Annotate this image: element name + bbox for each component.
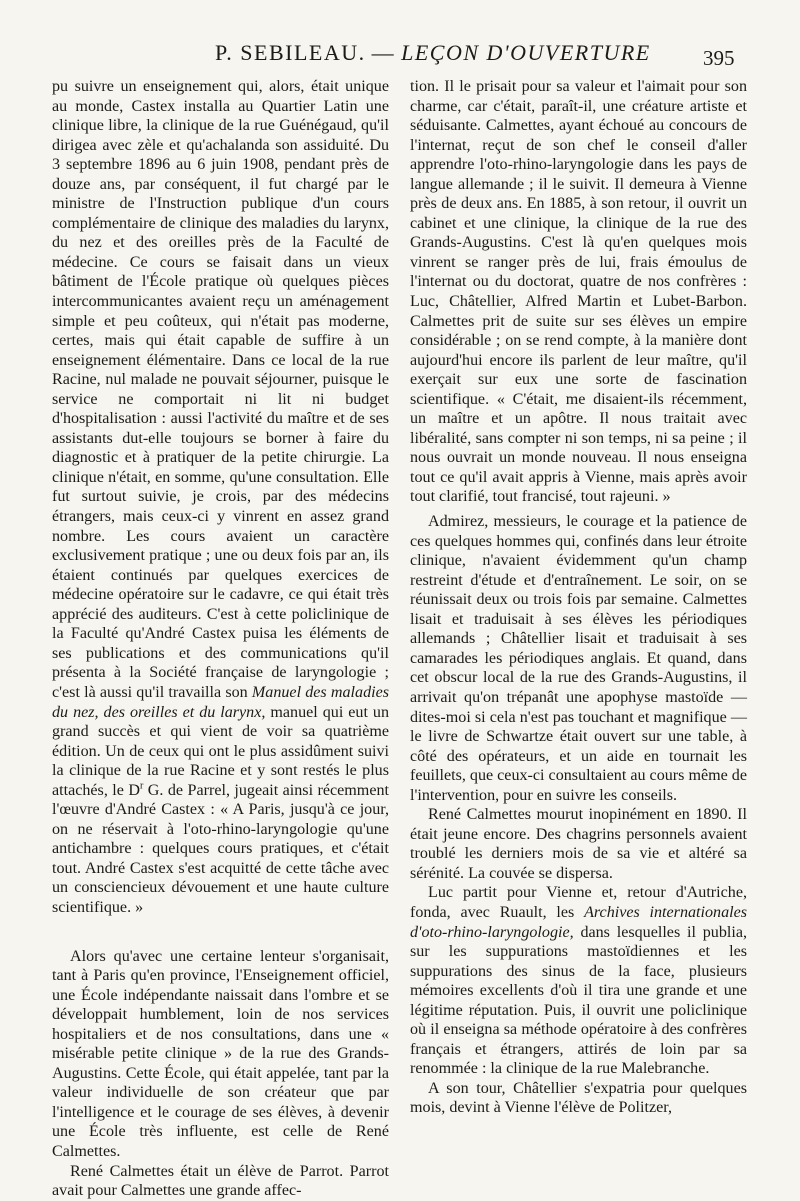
paragraph-text: manuel qui eut un grand succès et qui vient de voir sa quatrième édition. Un de ceux qui ont le plus assidûment suivi la clinique de la rue Racine et y sont restés le plus attachés, le D — [52, 703, 390, 799]
paragraph-text: dans lesquelles il publia, sur les suppurations mastoïdiennes et les suppurations des sinus de la face, plusieurs mémoires excellents d'où il tira une grande et une légitime réputation. Puis, il ouvrit une policlinique où il enseigna sa méthode opératoire à des confrères français et étrangers, attirés de loin par sa renommée : la clinique de la rue Malebranche. — [410, 923, 747, 1078]
paragraph-text: Luc partit pour Vienne et, retour d'Autriche, fonda, avec Ruault, les — [410, 884, 747, 921]
right-column — [410, 77, 747, 1118]
paragraph: A son tour, Châtellier s'expatria pour quelques mois, devint à Vienne l'élève de Politzer, — [410, 1079, 747, 1117]
book-title: Manuel des maladies du nez, des oreilles et du larynx, — [52, 683, 389, 721]
paragraph-text: pu suivre un enseignement qui, alors, était unique au monde, Castex installa au Quartier Latin une clinique libre, la clinique de la rue Guénégaud, qu'il dirigea avec zèle et qu'achalanda son assiduité. Du 3 septembre 1896 au 6 juin 1908, pendant près de douze ans, par conséquent, il fut chargé par le ministre de l'Instruction publique d'un cours complémentaire de clinique des maladies du larynx, du nez et des oreilles près de la Faculté de médecine. Ce cours se faisait dans un vieux bâtiment de l'École pratique où quelques pièces intercommunicantes avaient reçu un aménagement simple et peu coûteux, qui n'était pas moderne, certes, mais qui était capable de suffire à un enseignement élémentaire. Dans ce local de la rue Racine, nul malade ne pouvait séjourner, puisque le service ne comportait ni lit ni budget d'hospitalisation : aussi l'activité du maître et de ses assistants dut-elle toujours se borner à faire du diagnostic et à pratiquer de la petite chirurgie. La clinique n'était, en somme, qu'une consultation. Elle fut surtout suivie, je crois, par des médecins étrangers, mais ceux-ci y vinrent en assez grand nombre. Les cours avaient un caractère exclusivement pratique ; une ou deux fois par an, ils étaient continués par quelques exercices de médecine opératoire sur le cadavre, ce qui était très apprécié des auditeurs. C'est à cette policlinique de la Faculté qu'André Castex puisa les éléments de ses publications et des communications qu'il présenta à la Société française de laryngologie ; c'est là aussi qu'il travailla son — [52, 78, 389, 701]
superscript: r — [139, 780, 144, 792]
journal-title: Archives internationales d'oto-rhino-laryngologie, — [410, 903, 747, 941]
header-dash: — — [371, 40, 396, 65]
running-head — [215, 40, 651, 66]
page-number: 395 — [703, 46, 735, 70]
paragraph: René Calmettes mourut inopinément en 1890. Il était jeune encore. Des chagrins personnels avaient troublé les derniers mois de sa vie et altéré sa sérénité. La couvée se dispersa. — [410, 806, 747, 882]
paragraph — [410, 883, 747, 1078]
left-column — [52, 77, 389, 1201]
paragraph: René Calmettes était un élève de Parrot. Parrot avait pour Calmettes une grande affec- — [52, 1162, 389, 1200]
paragraph: tion. Il le prisait pour sa valeur et l'aimait pour son charme, car c'était, paraît-il, une créature artiste et séduisante. Calmettes, ayant échoué au concours de l'internat, reçut de son chef le conseil d'aller apprendre l'oto-rhino-laryngologie dans les pays de langue allemande ; il le suivit. Il demeura à Vienne près de deux ans. En 1885, à son retour, il ouvrit un cabinet et une clinique, la clinique de la rue des Grands-Augustins. C'est là qu'en quelques mois vinrent se ranger près de lui, frais émoulus de l'internat ou du doctorat, quatre de nos confrères : Luc, Châtellier, Alfred Martin et Lubet-Barbon. Calmettes prit de suite sur ses élèves un empire considérable ; on se rend compte, à la manière dont aujourd'hui encore ils parlent de leur maître, qu'il exerçait sur eux une sorte de fascination scientifique. « C'était, me disaient-ils récemment, un maître et un apôtre. Il nous traitait avec libéralité, sans compter ni son temps, ni sa peine ; il nous ouvrait un monde nouveau. Il nous enseigna tout ce qu'il avait appris à Vienne, mais après avoir tout clarifié, tout francisé, tout rajeuni. » — [410, 78, 747, 506]
lecture-title: LEÇON D'OUVERTURE — [401, 40, 651, 65]
paragraph-text: G. de Parrel, jugeait ainsi récemment l'œuvre d'André Castex : « A Paris, jusqu'à ce jour, on ne réservait à l'oto-rhino-laryngologie qu'une antichambre : quelques cours pratiques, et c'était tout. André Castex s'est acquitté de cette tâche avec un consciencieux dévouement et une haute culture scientifique. » — [52, 781, 389, 916]
paragraph — [52, 77, 389, 918]
author-name: P. SEBILEAU. — [215, 40, 366, 65]
page-header — [0, 34, 800, 74]
paragraph: Admirez, messieurs, le courage et la patience de ces quelques hommes qui, confinés dans leur étroite clinique, n'avaient évidemment qu'un champ restreint d'étude et d'entraînement. Le soir, on se réunissait deux ou trois fois par semaine. Calmettes lisait et traduisait à ses élèves les périodiques allemands ; Châtellier lisait et traduisait à ses camarades les périodiques anglais. Et quand, dans cet obscur local de la rue des Grands-Augustins, il arrivait qu'on trépanât une apophyse mastoïde — dites-moi si cela n'est pas touchant et magnifique — le livre de Schwartze était ouvert sur une table, à côté des opérateurs, et un aide en tournait les feuillets, que ceux-ci consultaient au cours même de l'intervention, pour en suivre les conseils. — [410, 513, 747, 804]
paragraph: Alors qu'avec une certaine lenteur s'organisait, tant à Paris qu'en province, l'Enseignement officiel, une École indépendante naissait dans l'ombre et se développait humblement, loin de nos services hospitaliers et de nos consultations, dans une « misérable petite clinique » de la rue des Grands-Augustins. Cette École, qui était appelée, tant par la valeur individuelle de son créateur que par l'intelligence et le courage de ses élèves, à devenir une École très influente, est celle de René Calmettes. — [52, 947, 389, 1160]
